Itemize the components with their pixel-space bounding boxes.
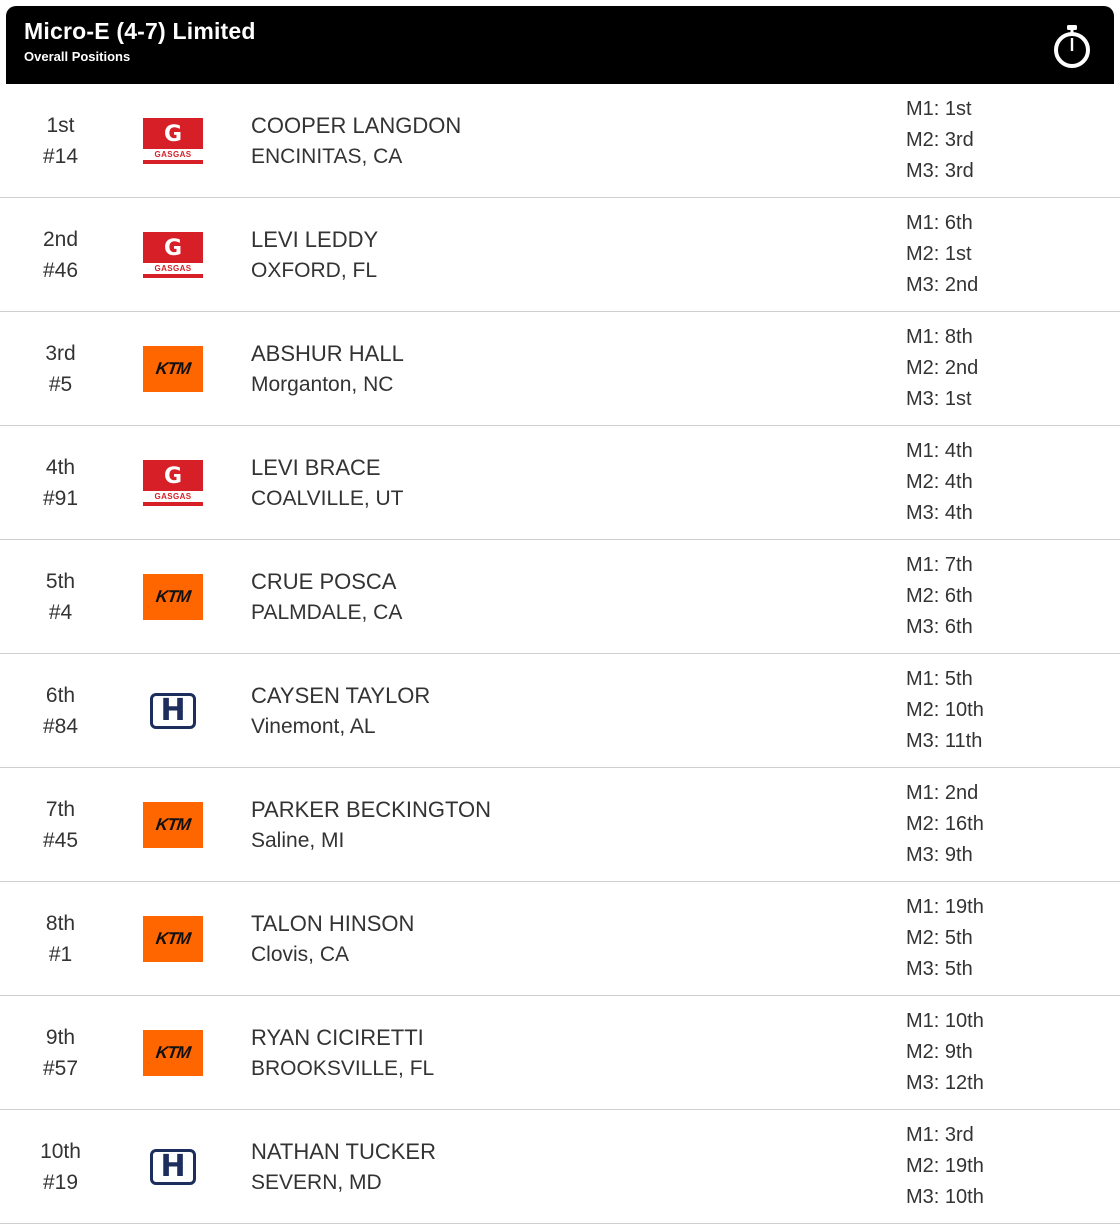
position-cell (8, 908, 113, 970)
rider-name: CAYSEN TAYLOR (251, 682, 431, 708)
ktm-logo-icon (143, 346, 203, 392)
position-cell (8, 1136, 113, 1198)
rider-name: RYAN CICIRETTI (251, 1024, 424, 1050)
rider-cell (233, 452, 902, 514)
brand-cell (113, 1144, 233, 1190)
table-row[interactable] (0, 882, 1120, 996)
position-cell (8, 566, 113, 628)
rider-city: OXFORD, FL (251, 258, 378, 282)
moto-result: M1: 4th (906, 440, 973, 462)
moto-results-cell (902, 322, 1112, 415)
gasgas-wordmark: GASGAS (143, 149, 203, 160)
rider-cell (233, 680, 902, 742)
rider-city: SEVERN, MD (251, 1170, 382, 1194)
moto-result: M3: 10th (906, 1186, 984, 1208)
moto-results-cell (902, 436, 1112, 529)
gasgas-g-mark: G (163, 463, 183, 489)
rider-number: #19 (42, 1170, 79, 1194)
rider-number: #84 (42, 714, 79, 738)
moto-results-cell (902, 1120, 1112, 1213)
rider-number: #45 (42, 828, 79, 852)
ktm-logo-icon (143, 574, 203, 620)
rider-city: Clovis, CA (251, 942, 350, 966)
moto-result: M2: 4th (906, 471, 973, 493)
rider-number: #1 (48, 942, 73, 966)
rider-city: PALMDALE, CA (251, 600, 403, 624)
rider-city: Morganton, NC (251, 372, 394, 396)
moto-result: M1: 8th (906, 326, 973, 348)
position-place: 8th (45, 911, 76, 935)
rider-cell (233, 110, 902, 172)
rider-name: LEVI BRACE (251, 454, 381, 480)
moto-results-cell (902, 778, 1112, 871)
position-cell (8, 452, 113, 514)
position-place: 9th (45, 1025, 76, 1049)
moto-result: M3: 6th (906, 616, 973, 638)
moto-result: M2: 9th (906, 1041, 973, 1063)
position-place: 3rd (45, 341, 76, 365)
moto-result: M1: 6th (906, 212, 973, 234)
moto-results-cell (902, 94, 1112, 187)
rider-name: TALON HINSON (251, 910, 415, 936)
moto-result: M3: 9th (906, 844, 973, 866)
ktm-logo-icon (143, 916, 203, 962)
stopwatch-icon (1050, 24, 1094, 68)
results-list (0, 84, 1120, 1224)
moto-results-cell (902, 208, 1112, 301)
brand-cell (113, 118, 233, 164)
gasgas-logo-icon (143, 460, 203, 506)
moto-result: M2: 6th (906, 585, 973, 607)
page-subtitle: Overall Positions (24, 49, 131, 64)
moto-result: M2: 5th (906, 927, 973, 949)
ktm-logo-icon (143, 1030, 203, 1076)
ktm-wordmark: KTM (154, 358, 192, 378)
moto-result: M2: 19th (906, 1155, 984, 1177)
moto-result: M3: 2nd (906, 274, 979, 296)
page-title: Micro-E (4-7) Limited (24, 18, 256, 44)
moto-result: M1: 2nd (906, 782, 979, 804)
table-row[interactable] (0, 312, 1120, 426)
rider-city: ENCINITAS, CA (251, 144, 403, 168)
position-place: 4th (45, 455, 76, 479)
ktm-wordmark: KTM (154, 586, 192, 606)
rider-cell (233, 224, 902, 286)
moto-results-cell (902, 892, 1112, 985)
rider-number: #4 (48, 600, 73, 624)
husqvarna-logo-icon (143, 1144, 203, 1190)
table-row[interactable] (0, 426, 1120, 540)
husqvarna-h-mark: H (150, 1149, 195, 1185)
moto-result: M1: 10th (906, 1010, 984, 1032)
brand-cell (113, 688, 233, 734)
brand-cell (113, 232, 233, 278)
rider-number: #46 (42, 258, 79, 282)
gasgas-wordmark: GASGAS (143, 491, 203, 502)
table-row[interactable] (0, 198, 1120, 312)
ktm-wordmark: KTM (154, 814, 192, 834)
moto-result: M1: 1st (906, 98, 972, 120)
rider-cell (233, 1022, 902, 1084)
table-row[interactable] (0, 996, 1120, 1110)
ktm-wordmark: KTM (154, 928, 192, 948)
husqvarna-logo-icon (143, 688, 203, 734)
brand-cell (113, 460, 233, 506)
rider-city: BROOKSVILLE, FL (251, 1056, 435, 1080)
rider-cell (233, 1136, 902, 1198)
table-row[interactable] (0, 654, 1120, 768)
moto-result: M2: 16th (906, 813, 984, 835)
rider-cell (233, 338, 902, 400)
rider-name: ABSHUR HALL (251, 340, 404, 366)
moto-result: M3: 5th (906, 958, 973, 980)
rider-number: #91 (42, 486, 79, 510)
rider-number: #57 (42, 1056, 79, 1080)
table-row[interactable] (0, 1110, 1120, 1224)
moto-result: M2: 3rd (906, 129, 974, 151)
moto-result: M3: 12th (906, 1072, 984, 1094)
brand-cell (113, 802, 233, 848)
position-cell (8, 224, 113, 286)
husqvarna-h-mark: H (150, 693, 195, 729)
position-cell (8, 1022, 113, 1084)
moto-results-cell (902, 1006, 1112, 1099)
rider-name: COOPER LANGDON (251, 112, 462, 138)
moto-result: M2: 2nd (906, 357, 979, 379)
gasgas-logo-icon (143, 118, 203, 164)
gasgas-g-mark: G (163, 235, 183, 261)
ktm-wordmark: KTM (154, 1042, 192, 1062)
rider-city: COALVILLE, UT (251, 486, 404, 510)
rider-cell (233, 908, 902, 970)
gasgas-logo-icon (143, 232, 203, 278)
rider-name: LEVI LEDDY (251, 226, 379, 252)
table-row[interactable] (0, 768, 1120, 882)
rider-cell (233, 566, 902, 628)
brand-cell (113, 346, 233, 392)
moto-result: M3: 1st (906, 388, 972, 410)
page-header (6, 6, 1114, 84)
position-cell (8, 794, 113, 856)
rider-name: NATHAN TUCKER (251, 1138, 436, 1164)
table-row[interactable] (0, 84, 1120, 198)
position-cell (8, 338, 113, 400)
brand-cell (113, 574, 233, 620)
rider-name: PARKER BECKINGTON (251, 796, 492, 822)
position-place: 7th (45, 797, 76, 821)
moto-result: M1: 5th (906, 668, 973, 690)
rider-city: Saline, MI (251, 828, 345, 852)
ktm-logo-icon (143, 802, 203, 848)
moto-result: M3: 4th (906, 502, 973, 524)
moto-result: M1: 3rd (906, 1124, 974, 1146)
moto-result: M1: 7th (906, 554, 973, 576)
moto-result: M3: 3rd (906, 160, 974, 182)
moto-results-cell (902, 664, 1112, 757)
rider-number: #5 (48, 372, 73, 396)
position-place: 10th (40, 1139, 81, 1163)
brand-cell (113, 1030, 233, 1076)
position-place: 5th (45, 569, 76, 593)
position-cell (8, 110, 113, 172)
position-place: 2nd (42, 227, 79, 251)
moto-result: M3: 11th (906, 730, 983, 752)
rider-name: CRUE POSCA (251, 568, 397, 594)
table-row[interactable] (0, 540, 1120, 654)
moto-results-cell (902, 550, 1112, 643)
moto-result: M2: 10th (906, 699, 984, 721)
moto-result: M1: 19th (906, 896, 984, 918)
moto-result: M2: 1st (906, 243, 972, 265)
rider-city: Vinemont, AL (251, 714, 376, 738)
position-place: 1st (46, 113, 75, 137)
rider-cell (233, 794, 902, 856)
position-place: 6th (45, 683, 76, 707)
position-cell (8, 680, 113, 742)
rider-number: #14 (42, 144, 79, 168)
gasgas-g-mark: G (163, 121, 183, 147)
gasgas-wordmark: GASGAS (143, 263, 203, 274)
brand-cell (113, 916, 233, 962)
